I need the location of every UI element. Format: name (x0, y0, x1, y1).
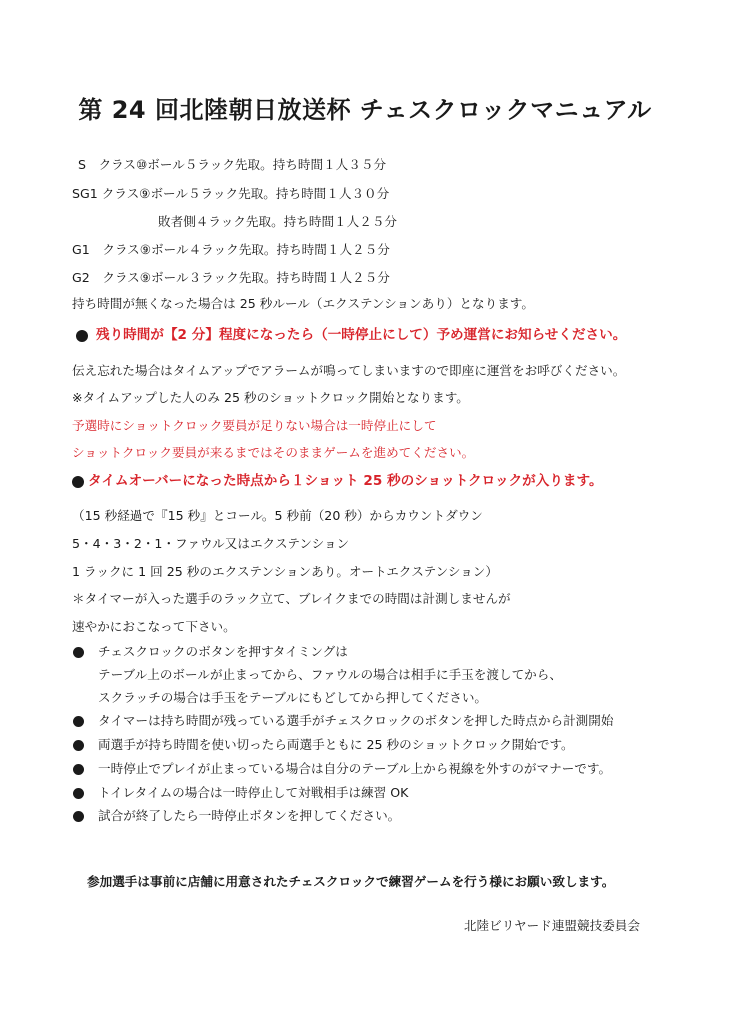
bullet-icon (73, 811, 84, 822)
bullet-icon (73, 764, 84, 775)
class-sg1-line: SG1 クラス⑨ボール５ラック先取。持ち時間１人３０分 (72, 186, 390, 201)
count-line-3: 1 ラックに 1 回 25 秒のエクステンションあり。オートエクステンション） (72, 564, 498, 579)
press-timing-line-2: テーブル上のボールが止まってから、ファウルの場合は相手に手玉を渡してから、 (98, 667, 562, 682)
page-title: 第 24 回北陸朝日放送杯 チェスクロックマニュアル (78, 96, 652, 124)
organizer-signature: 北陸ビリヤード連盟競技委員会 (463, 918, 640, 933)
timer-start-line: タイマーは持ち時間が残っている選手がチェスクロックのボタンを押した時点から計測開始 (98, 713, 614, 728)
practice-request: 参加選手は事前に店舗に用意されたチェスクロックで練習ゲームを行う様にお願い致します。 (87, 874, 615, 889)
notice-2min: 残り時間が【2 分】程度になったら（一時停止にして）予め運営にお知らせください。 (96, 327, 627, 343)
class-g1-line: G1 クラス⑨ボール４ラック先取。持ち時間１人２５分 (72, 242, 390, 257)
forgot-notice: 伝え忘れた場合はタイムアップでアラームが鳴ってしまいますので即座に運営をお呼びください。 (72, 363, 626, 378)
bullet-icon (73, 647, 84, 658)
notice-timeover: タイムオーバーになった時点から１ショット 25 秒のショットクロックが入ります。 (88, 473, 603, 489)
class-sg1-loser-line: 敗者側４ラック先取。持ち時間１人２５分 (158, 214, 398, 229)
match-end-line: 試合が終了したら一時停止ボタンを押してください。 (98, 808, 401, 823)
both-used-line: 両選手が持ち時間を使い切ったら両選手ともに 25 秒のショットクロック開始です。 (98, 737, 574, 752)
bullet-icon (76, 330, 88, 342)
bullet-icon (72, 476, 84, 488)
timer-note-2: 速やかにおこなって下さい。 (72, 619, 236, 634)
bullet-icon (73, 716, 84, 727)
press-timing-line-3: スクラッチの場合は手玉をテーブルにもどしてから押してください。 (98, 690, 488, 705)
prelim-line-1: 予選時にショットクロック要員が足りない場合は一時停止にして (72, 418, 437, 433)
toilet-line: トイレタイムの場合は一時停止して対戦相手は練習 OK (98, 785, 409, 800)
bullet-icon (73, 740, 84, 751)
class-s-line: S クラス⑩ボール５ラック先取。持ち時間１人３５分 (78, 157, 387, 172)
count-line-1: （15 秒経過で『15 秒』とコール。5 秒前（20 秒）からカウントダウン (72, 508, 483, 523)
prelim-line-2: ショットクロック要員が来るまではそのままゲームを進めてください。 (72, 445, 475, 460)
count-line-2: 5・4・3・2・1・ファウル又はエクステンション (72, 536, 350, 551)
pause-manner-line: 一時停止でプレイが止まっている場合は自分のテーブル上から視線を外すのがマナーです。 (98, 761, 612, 776)
timer-note-1: ＊タイマーが入った選手のラック立て、ブレイクまでの時間は計測しませんが (72, 591, 511, 606)
rule-25s-line: 持ち時間が無くなった場合は 25 秒ルール（エクステンションあり）となります。 (72, 296, 534, 311)
bullet-icon (73, 788, 84, 799)
press-timing-line-1: チェスクロックのボタンを押すタイミングは (98, 644, 348, 659)
timeup-note: ※タイムアップした人のみ 25 秒のショットクロック開始となります。 (72, 390, 469, 405)
class-g2-line: G2 クラス⑨ボール３ラック先取。持ち時間１人２５分 (72, 270, 390, 285)
